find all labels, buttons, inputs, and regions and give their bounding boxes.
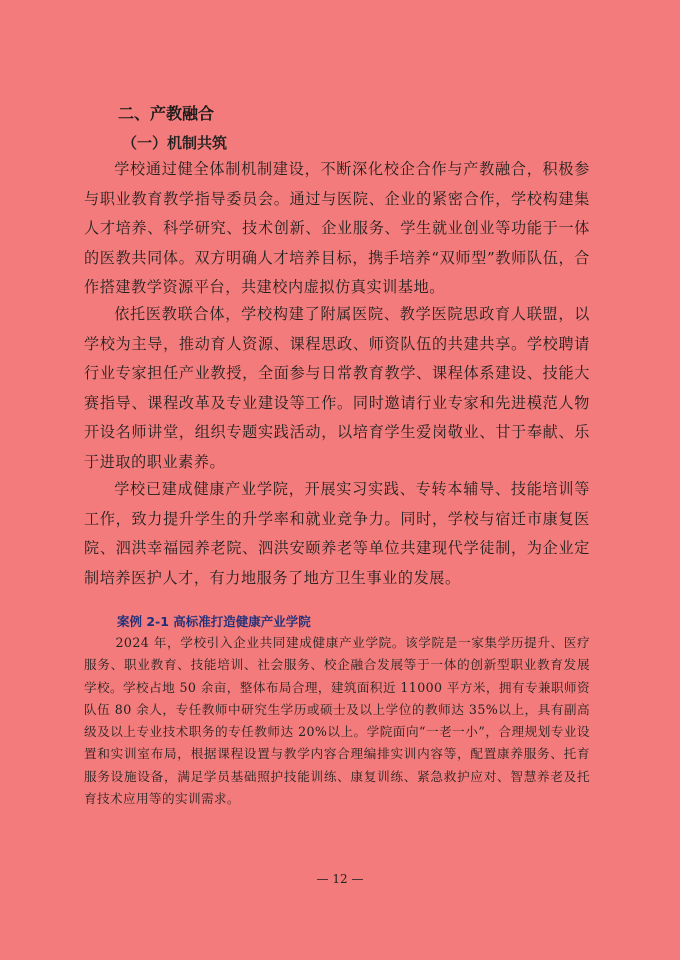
case-title: 案例 2-1 高标准打造健康产业学院 (117, 614, 311, 629)
case-paragraph: 2024 年，学校引入企业共同建成健康产业学院。该学院是一家集学历提升、医疗服务、职业教育、技能培训、社会服务、校企融合发展等于一体的创新型职业教育发展学校。学校占地 50 余亩，整体布局合理，建筑面积近 11000 平方米，拥有专兼职师资队伍 80 余人，专任教师中研究生学历或硕士及以上学位的教师达 35%以上，具有副高级及以上专业技术职务的专任教师达 20%以上。学院面向“一老一小”，合理规划专业设置和实训室布局，根据课程设置与教学内容合理编排实训内容等，配置康养服务、托育服务设施设备，满足学员基础照护技能训练、康复训练、紧急救护应对、智慧养老及托育技术应用等的实训需求。 (84, 635, 590, 807)
body-paragraph: 学校通过健全体制机制建设，不断深化校企合作与产教融合，积极参与职业教育教学指导委员会。通过与医院、企业的紧密合作，学校构建集人才培养、科学研究、技术创新、企业服务、学生就业创业等功能于一体的医教共同体。双方明确人才培养目标，携手培养“双师型”教师队伍，合作搭建教学资源平台，共建校内虚拟仿真实训基地。 (84, 160, 590, 296)
section-heading: 二、产教融合 (118, 104, 215, 123)
section-subheading: （一）机制共筑 (122, 134, 228, 152)
body-paragraph: 学校已建成健康产业学院，开展实习实践、专转本辅导、技能培训等工作，致力提升学生的升学率和就业竞争力。同时，学校与宿迁市康复医院、泗洪幸福园养老院、泗洪安颐养老等单位共建现代学徒制，为企业定制培养医护人才，有力地服务了地方卫生事业的发展。 (84, 480, 590, 587)
page-number: — 12 — (316, 872, 364, 886)
body-paragraph: 依托医教联合体，学校构建了附属医院、教学医院思政育人联盟，以学校为主导，推动育人资源、课程思政、师资队伍的共建共享。学校聘请行业专家担任产业教授，全面参与日常教育教学、课程体系建设、技能大赛指导、课程改革及专业建设等工作。同时邀请行业专家和先进模范人物开设名师讲堂，组织专题实践活动，以培育学生爱岗敬业、甘于奉献、乐于进取的职业素养。 (84, 305, 590, 471)
